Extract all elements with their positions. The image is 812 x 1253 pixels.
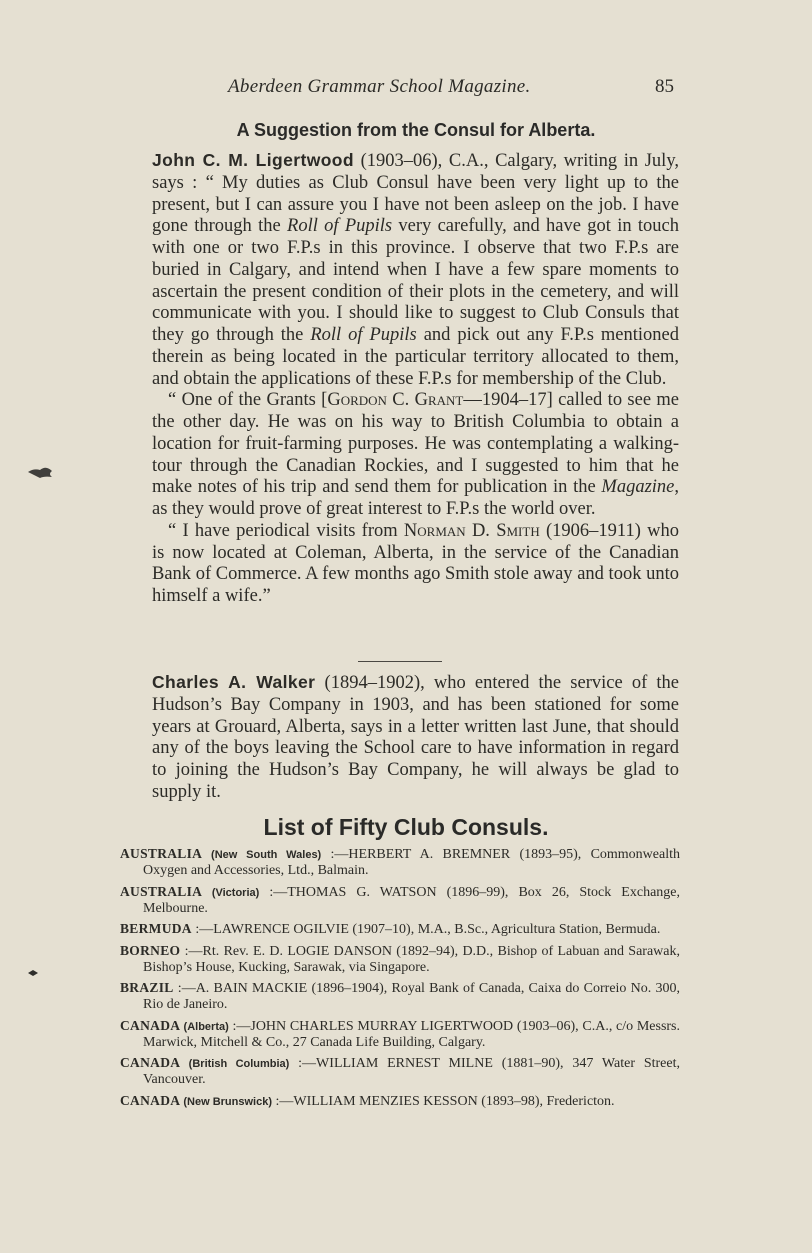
paragraph-text: —1904–17] called to see me the other day. He was on his way to British Columbia to obtain a location for fruit-farming purposes. He was contemplating a walking-tour through the Canadian Rockies, and I suggested to him that he make notes of his trip and send them for publication in the (152, 390, 680, 498)
consul-region: (British Columbia) (180, 1058, 290, 1070)
consul-entry (120, 1093, 680, 1110)
consul-entry (120, 1018, 680, 1051)
small-printer-mark-icon (26, 968, 40, 978)
roll-of-pupils-title: Roll of Pupils (310, 325, 417, 345)
page-number: 85 (655, 76, 674, 97)
roll-of-pupils-title: Roll of Pupils (287, 216, 393, 237)
consul-region: (New Brunswick) (180, 1095, 272, 1108)
consul-region: (New South Wales) (202, 849, 322, 861)
walker-paragraph (152, 672, 679, 804)
running-head-title: Aberdeen Grammar School Magazine. (228, 76, 531, 97)
person-name-ligertwood: John C. M. Ligertwood (152, 150, 354, 170)
magazine-title: Magazine (601, 477, 675, 498)
section-heading-consul-suggestion: A Suggestion from the Consul for Alberta. (236, 120, 596, 140)
consul-details: :—WILLIAM ERNEST MILNE (1881–90), 347 Water Street, Vancouver. (143, 1056, 680, 1087)
consul-entry (120, 943, 680, 976)
paragraph-text: (1906–1911) who is now located at Coleman, Alberta, in the service of the Canadian Bank of Commerce. A few months ago Smith stole away and took unto himself a wife.” (152, 520, 680, 606)
consul-region: (Victoria) (202, 886, 260, 899)
consul-country: BERMUDA (120, 921, 192, 936)
consul-details: :—JOHN CHARLES MURRAY LIGERTWOOD (1903–06), C.A., c/o Messrs. Marwick, Mitchell & Co., 27 Canada Life Building, Calgary. (143, 1018, 680, 1050)
consul-country: AUSTRALIA (120, 846, 203, 861)
consul-entry (120, 846, 680, 879)
section-divider (358, 661, 442, 662)
person-name-smith: Norman D. Smith (403, 520, 540, 541)
consul-entry (120, 884, 680, 917)
consul-entry (120, 980, 680, 1013)
person-name-walker: Charles A. Walker (152, 672, 316, 692)
paragraph-text: (1894–1902), who entered the service of the Hudson’s Bay Company in 1903, and has been stationed for some years at Grouard, Alberta, says in a letter written last June, that should any of the boys leaving the School care to have information in regard to joining the Hudson’s Bay Company, he will always be glad to supply it. (152, 673, 679, 802)
consul-details: :—A. BAIN MACKIE (1896–1904), Royal Bank of Canada, Caixa do Correio No. 300, Rio de Janeiro. (143, 981, 680, 1012)
section-heading-consuls-list: List of Fifty Club Consuls. (263, 814, 549, 840)
paragraph-walker (152, 672, 679, 804)
person-name-grant: Gordon C. Grant (327, 390, 464, 411)
paragraph-text: and pick out any F.P.s mentioned therein as being located in the particular territory allocated to them, and obtain the applications of these F.P.s for membership of the Club. (152, 325, 679, 389)
consul-details: :—Rt. Rev. E. D. LOGIE DANSON (1892–94), D.D., Bishop of Labuan and Sarawak, Bishop’s House, Kucking, Sarawak, via Singapore. (143, 943, 680, 975)
consul-country: CANADA (120, 1055, 181, 1070)
consul-list (120, 846, 680, 1114)
paragraph-text: (1903–06), C.A., Calgary, writing in July, says : “ My duties as Club Consul have been very light up to the present, but I can assure you I have not been asleep on the job. I have gone through the (152, 151, 679, 237)
consul-details: :—LAWRENCE OGILVIE (1907–10), M.A., B.Sc., Agricultura Station, Bermuda. (191, 922, 661, 937)
consul-entry (120, 921, 680, 938)
consul-country: CANADA (120, 1017, 181, 1033)
consul-letter-text (152, 150, 679, 608)
consul-entry (120, 1055, 680, 1088)
printer-ornament-mark-icon (26, 462, 54, 482)
paragraph-smith (152, 521, 679, 608)
paragraph-grant (152, 390, 679, 521)
consul-details: :—WILLIAM MENZIES KESSON (1893–98), Fredericton. (271, 1093, 615, 1109)
paragraph-ligertwood (152, 150, 679, 390)
consul-country: BORNEO (120, 942, 181, 958)
paragraph-text: , as they would prove of great interest to F.P.s the world over. (152, 477, 679, 519)
consul-details: :—HERBERT A. BREMNER (1893–95), Commonwealth Oxygen and Accessories, Ltd., Balmain. (143, 847, 680, 878)
consul-country: AUSTRALIA (120, 883, 203, 899)
paragraph-text: “ I have periodical visits from (168, 520, 404, 541)
paragraph-text: “ One of the Grants [ (168, 390, 328, 411)
consul-details: :—THOMAS G. WATSON (1896–99), Box 26, Stock Exchange, Melbourne. (143, 884, 681, 916)
consul-region: (Alberta) (180, 1020, 229, 1033)
consul-country: BRAZIL (120, 980, 174, 995)
consul-country: CANADA (120, 1092, 181, 1108)
paragraph-text: very carefully, and have got in touch with one or two F.P.s in this province. I observe that two F.P.s are buried in Calgary, and intend when I have a few spare moments to ascertain the present condition of their plots in the cemetery, and will communicate with you. I should like to suggest to Club Consuls that they go through the (152, 216, 680, 345)
